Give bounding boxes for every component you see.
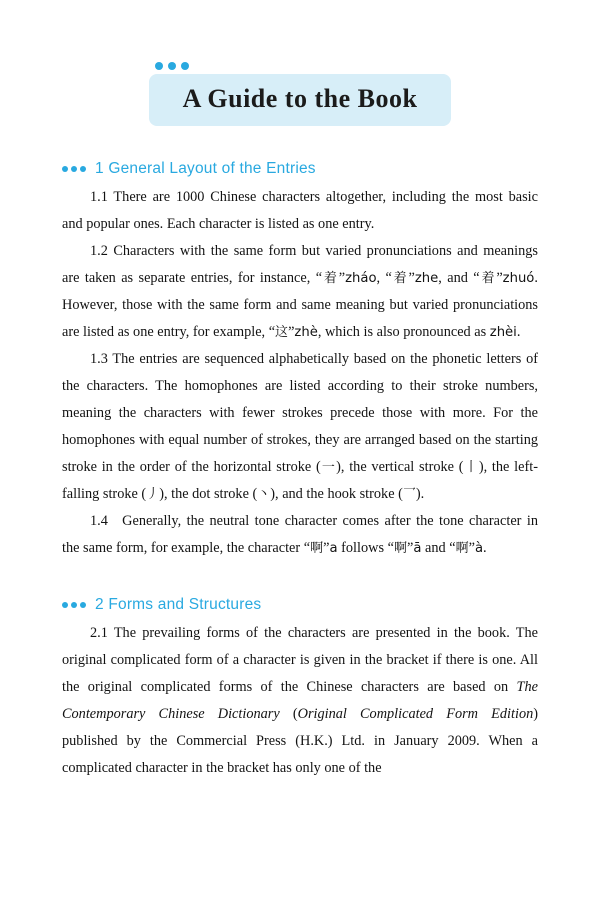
page-content (0, 74, 600, 917)
page-title: A Guide to the Book (182, 84, 418, 113)
section-heading-1 (62, 160, 538, 178)
section-title-text: 2 Forms and Structures (95, 596, 262, 613)
paragraph-1-2: 1.2 Characters with the same form but varied pronunciations and meanings are taken as separate entries, for instance, “着”zháo, “着”zhe, and “着”zhuó. However, those with the same form and same meaning but varied pronunciations are listed as one entry, for example, “这”zhè, which is also pronounced as zhèi. (62, 243, 538, 340)
section-2 (62, 596, 538, 782)
title-dots-icon (155, 62, 189, 70)
heading-dots-icon (62, 166, 86, 172)
paragraph-2-1: 2.1 The prevailing forms of the characters are presented in the book. The original complicated form of a character is given in the bracket if there is one. All the original complicated forms of the Chinese characters are based on The Contemporary Chinese Dictionary (Original Complicated Form Edition) published by the Commercial Press (H.K.) Ltd. in January 2009. When a complicated character in the bracket has only one of the (62, 625, 539, 776)
title-banner (149, 74, 452, 126)
paragraph-1-4: 1.4 Generally, the neutral tone character comes after the tone character in the same form, for example, the character “啊”a follows “啊”ā and “啊”à. (62, 513, 538, 556)
paragraph-1-1: 1.1 There are 1000 Chinese characters altogether, including the most basic and popular ones. Each character is listed as one entry. (62, 189, 538, 232)
paragraph-1-3: 1.3 The entries are sequenced alphabetically based on the phonetic letters of the characters. The homophones are listed according to their stroke numbers, meaning the characters with fewer strokes precede those with more. For the homophones with equal number of strokes, they are arranged based on the starting stroke in the order of the horizontal stroke (一), the vertical stroke (丨), the left-falling stroke (丿), the dot stroke (丶), and the hook stroke (乛). (62, 351, 538, 502)
page-title-block (62, 74, 538, 126)
section-heading-2 (62, 596, 538, 614)
section-1 (62, 160, 538, 562)
section-title-text: 1 General Layout of the Entries (95, 160, 316, 177)
heading-dots-icon (62, 602, 86, 608)
